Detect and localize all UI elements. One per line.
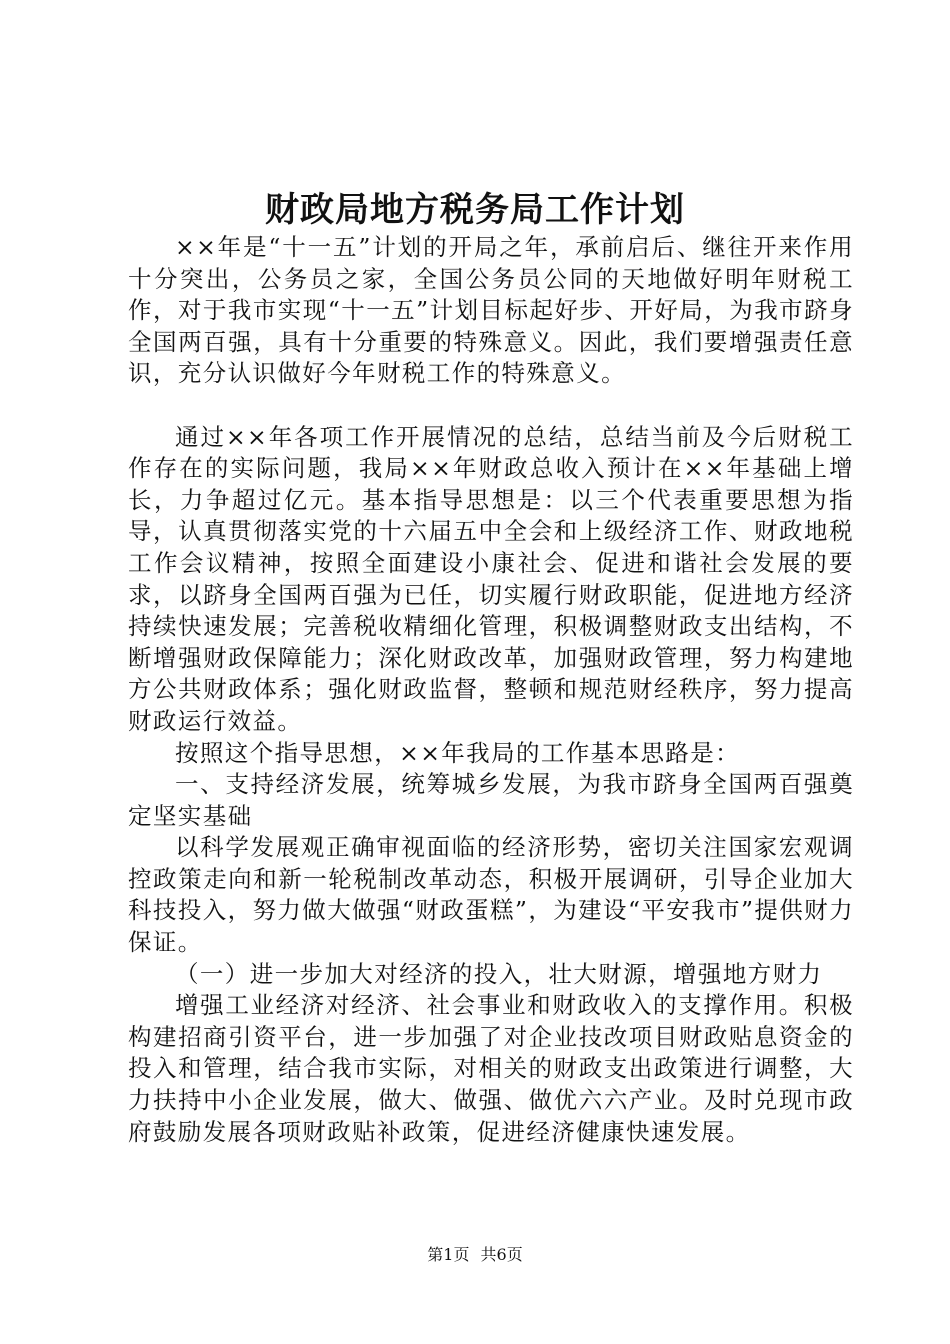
page-total: 共6页	[480, 1245, 523, 1264]
paragraph-guiding-thought: 通过××年各项工作开展情况的总结，总结当前及今后财税工作存在的实际问题，我局××年财政总收入预计在××年基础上增长，力争超过亿元。基本指导思想是：以三个代表重要思想为指导，认真贯彻落实党的十六届五中全会和上级经济工作、财政地税工作会议精神，按照全面建设小康社会、促进和谐社会发展的要求，以跻身全国两百强为已任，切实履行财政职能，促进地方经济持续快速发展；完善税收精细化管理，积极调整财政支出结构，不断增强财政保障能力；深化财政改革，加强财政管理，努力构建地方公共财政体系；强化财政监督，整顿和规范财经秩序，努力提高财政运行效益。	[128, 422, 854, 735]
paragraph-intro: ××年是“十一五”计划的开局之年，承前启后、继往开来作用十分突出，公务员之家，全国公务员公同的天地做好明年财税工作，对于我市实现“十一五”计划目标起好步、开好局，为我市跻身全国两百强，具有十分重要的特殊意义。因此，我们要增强责任意识，充分认识做好今年财税工作的特殊意义。	[128, 233, 854, 388]
paragraph-work-approach: 按照这个指导思想，××年我局的工作基本思路是：	[175, 738, 741, 767]
document-body	[128, 232, 854, 1148]
page-footer	[0, 1244, 950, 1266]
paragraph-subsection-1: 增强工业经济对经济、社会事业和财政收入的支撑作用。积极构建招商引资平台，进一步加强了对企业技改项目财政贴息资金的投入和管理，结合我市实际，对相关的财政支出政策进行调整，大力扶持中小企业发展，做大、做强、做优六六产业。及时兑现市政府鼓励发展各项财政贴补政策，促进经济健康快速发展。	[128, 991, 854, 1146]
document-title: 财政局地方税务局工作计划	[265, 190, 685, 230]
page-number: 第1页	[427, 1245, 470, 1264]
subsection-heading-1: （一）进一步加大对经济的投入，壮大财源，增强地方财力	[175, 959, 823, 988]
section-heading-1: 一、支持经济发展，统筹城乡发展，为我市跻身全国两百强奠定坚实基础	[128, 770, 854, 830]
paragraph-section-1: 以科学发展观正确审视面临的经济形势，密切关注国家宏观调控政策走向和新一轮税制改革动态，积极开展调研，引导企业加大科技投入，努力做大做强“财政蛋糕”，为建设“平安我市”提供财力保证。	[128, 833, 854, 957]
